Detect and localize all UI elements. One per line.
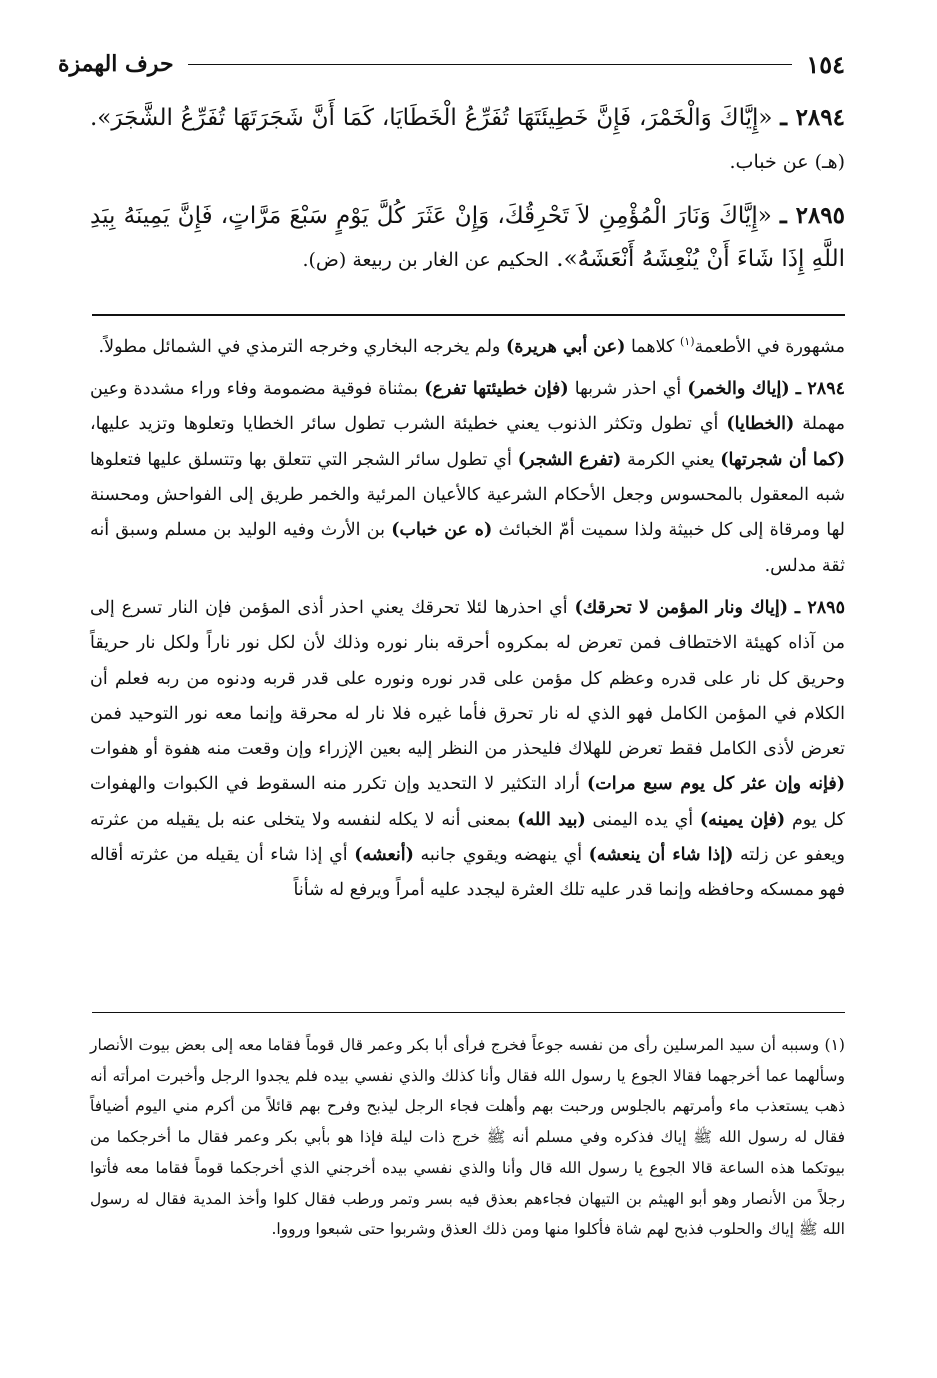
- footnote-paragraph: [90, 1030, 845, 1245]
- commentary-quote: (تفرع الشجر): [517, 449, 622, 470]
- footnote-divider: [92, 1012, 845, 1013]
- commentary-text: يعني الكرمة: [627, 449, 715, 470]
- footnote-text: وسببه أن سيد المرسلين رأى من نفسه جوعاً فخرج فرأى أبا بكر وعمر قال قوماً فقاما معه إلى بعض بيوت الأنصار وسألهما عما أخرجهما فقالا الجوع يا رسول الله فقال وأنا كذلك والذي نفسي بيده فلم يجدوا الرجل وأخبرت امرأته أنه ذهب يستعذب ماء وأمرتهم بالجلوس ورحبت بهم وأهلت فجاء الرجل ليذبح وفرح بهم قائلاً من أكرم مني اليوم أضيافاً فقال له رسول الله ﷺ إياك فذكره وفي مسلم أنه ﷺ خرج ذات ليلة فإذا هو بأبي بكر وعمر فقال ما أخرجكما من بيوتكما هذه الساعة قالا الجوع يا رسول الله قال وأنا والذي نفسي بيده أخرجني الذي أخرجكما قوماً فقاما معه فأتوا رجلاً من الأنصار وهو أبو الهيثم بن التيهان فجاءهم بعذق فيه بسر وتمر ورطب فقال كلوا وأخذ المدية فقال له رسول الله ﷺ إياك والحلوب فذبح لهم شاة فأكلوا منها ومن ذلك العذق وشربوا حتى شبعوا ورووا.: [90, 1036, 845, 1239]
- commentary-block: [90, 324, 845, 916]
- hadith-source: (هـ) عن خباب.: [729, 151, 845, 173]
- commentary-quote: (فإن يمينه): [699, 809, 786, 830]
- footnote-block: [90, 1030, 845, 1245]
- commentary-text: أي احذر شربها: [574, 379, 682, 400]
- commentary-quote: (إياك والخمر): [687, 379, 790, 400]
- commentary-text: بن الأرث وفيه الوليد بن مسلم وسبق أنه ثقة مدلس.: [90, 520, 845, 576]
- footnote-ref: (١): [679, 335, 695, 348]
- page-number: ١٥٤: [806, 49, 845, 79]
- commentary-quote: (إياك ونار المؤمن لا تحرقك): [574, 597, 789, 618]
- commentary-text: كلاهما: [630, 336, 675, 357]
- hadith-text: «إِيَّاكَ وَالْخَمْرَ، فَإِنَّ خَطِيئَتَهَا تُفَرِّعُ الْخَطَايَا، كَمَا أَنَّ شَجَرَتَهَا تُفَرِّعُ الشَّجَرَ».: [90, 105, 773, 131]
- commentary-text: أي احذرها لئلا تحرقك يعني احذر أذى المؤمن فإن النار تسرع إلى من آذاه كهيئة الاختطاف فمن تعرض له بمكروه أحرقه بنار نوره وذلك لأن لكل نور ناراً ولكل نار حريقاً وحريق كل نار على قدره وعظم كل مؤمن على قدر نوره ونوره على قدر قربه ودنوه من ربه فعلم أن الكلام في المؤمن الكامل فهو الذي له نار تحرق فأما غيره فلا نار له محرقة وإنما معه نور التوحيد فمن تعرض لأذى الكامل فقط تعرض للهلاك فليحذر من النظر إليه بعين الإزراء وإن وقعت منه هفوة أو هفوات: [90, 597, 845, 760]
- page-header: [58, 44, 845, 84]
- header-rule: [188, 64, 793, 65]
- commentary-paragraph: [90, 591, 845, 909]
- hadith-2894: [90, 96, 845, 184]
- commentary-text: أراد التكثير لا التحديد وإن تكرر منه السقوط في الكبوات والهفوات كل يوم: [90, 774, 845, 830]
- commentary-paragraph: [90, 372, 845, 584]
- commentary-text: مشهورة في الأطعمة: [694, 336, 845, 357]
- hadith-text: «إِيَّاكَ وَنَارَ الْمُؤْمِنِ لاَ تَحْرِقُكَ، وَإِنْ عَثَرَ كُلَّ يَوْمٍ سَبْعَ مَرَّاتٍ، فَإِنَّ يَمِينَهُ بِيَدِ اللَّهِ إِذَا شَاءَ أَنْ يُنْعِشَهُ أَنْعَشَهُ».: [90, 203, 845, 272]
- commentary-paragraph: [90, 324, 845, 365]
- commentary-quote: (الخطايا): [726, 414, 795, 435]
- chapter-title: حرف الهمزة: [58, 51, 174, 77]
- commentary-text: أي ينهضه ويقوي جانبه: [420, 844, 583, 865]
- commentary-text: ولم يخرجه البخاري وخرجه الترمذي في الشمائل مطولاً.: [98, 336, 501, 357]
- commentary-number: ٢٨٩٥ ـ: [794, 597, 845, 618]
- commentary-text: أي يده اليمنى: [592, 809, 694, 830]
- hadith-text-block: [90, 96, 845, 292]
- hadith-2895: [90, 194, 845, 282]
- footnote-number: (١): [824, 1036, 845, 1054]
- commentary-quote: (إذا شاء أن ينعشه): [588, 844, 734, 865]
- commentary-quote: (بيد الله): [517, 809, 586, 830]
- commentary-quote: (كما أن شجرتها): [720, 449, 845, 470]
- commentary-quote: (فإن خطيئتها تفرع): [424, 379, 569, 400]
- commentary-text: أي تطول سائر الشجر التي تتعلق بها وتتسلق عليها فتعلوها شبه المعقول بالمحسوس وجعل الأحكام الشرعية كالأعيان المرئية والخمر طريق إلى الفواحش ومحسنة لها ومرقاة إلى كل خبيثة ولذا سميت أمّ الخبائث: [90, 449, 845, 541]
- commentary-text: بمثناة فوقية مضمومة وفاء وراء مشددة وعين مهملة: [90, 379, 845, 435]
- hadith-number: ٢٨٩٤ ـ: [780, 104, 845, 131]
- commentary-text: أي تطول وتكثر الذنوب يعني خطيئة الشرب تطول سائر الخطايا وتعلوها وتزيد عليها،: [90, 414, 719, 435]
- commentary-text: أي إذا شاء أن يقيله من عثرته أقاله فهو ممسكه وحافظه وإنما قدر عليه تلك العثرة ليجدد عليه أمراً ويرفع له شأناً: [90, 844, 845, 901]
- commentary-number: ٢٨٩٤ ـ: [795, 379, 845, 400]
- hadith-number: ٢٨٩٥ ـ: [779, 202, 846, 229]
- commentary-quote: (أنعشه): [354, 844, 414, 865]
- commentary-quote: (عن أبي هريرة): [505, 336, 626, 357]
- commentary-quote: (فإنه وإن عثر كل يوم سبع مرات): [586, 774, 845, 795]
- commentary-quote: (ه عن خباب): [391, 520, 493, 541]
- commentary-text: بمعنى أنه لا يكله لنفسه ولا يتخلى عنه بل يقيله من عثرته ويعفو عن زلته: [90, 809, 845, 865]
- hadith-source: الحكيم عن الغار بن ربيعة (ض).: [302, 249, 549, 271]
- section-divider: [92, 314, 845, 316]
